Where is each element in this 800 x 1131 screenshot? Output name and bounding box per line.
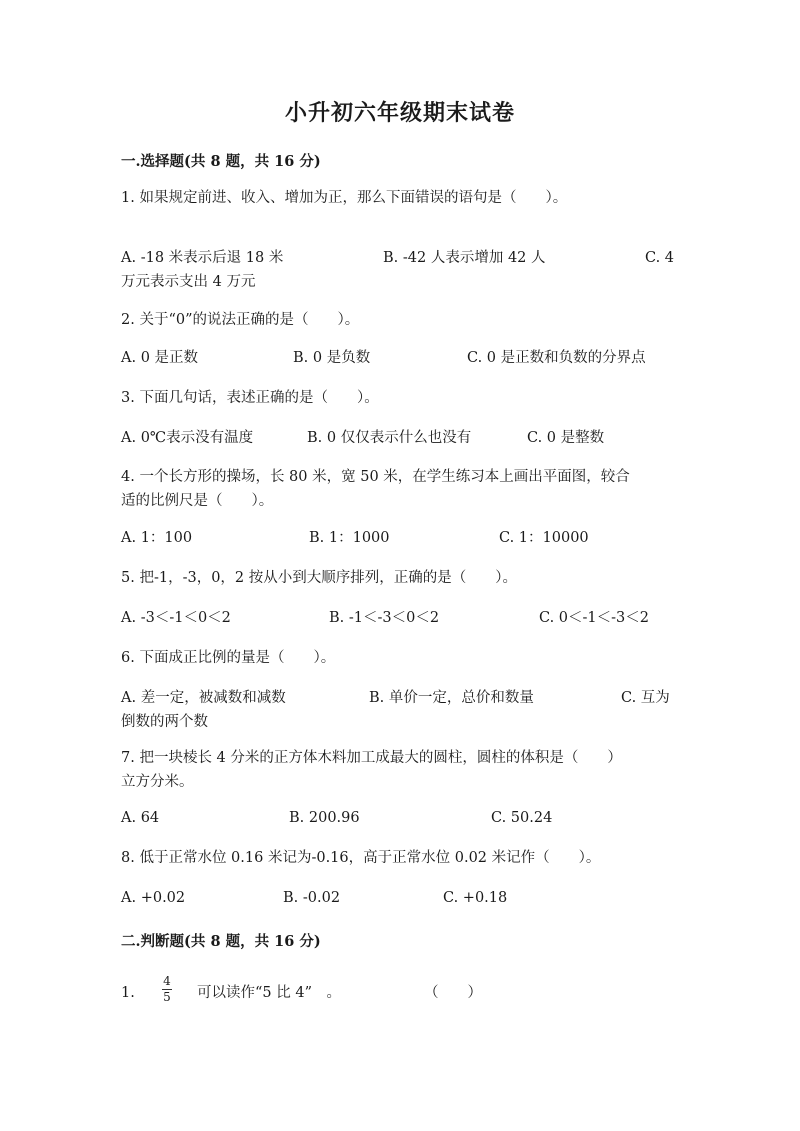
option-c[interactable]: C. +0.18	[443, 890, 508, 906]
fraction-numerator: 4	[163, 974, 171, 988]
option-a[interactable]: A. 64	[121, 810, 160, 826]
judge-number: 1.	[121, 985, 135, 1001]
option-b[interactable]: B. 单价一定，总价和数量	[369, 690, 534, 706]
question-8: 8. 低于正常水位 0.16 米记为-0.16，高于正常水位 0.02 米记作（ ）。	[121, 850, 601, 866]
question-7-line-1: 7. 把一块棱长 4 分米的正方体木料加工成最大的圆柱，圆柱的体积是（ ）	[121, 750, 622, 766]
section-heading-choice: 一.选择题(共 8 题，共 16 分)	[121, 153, 321, 170]
option-c[interactable]: C. 互为	[621, 690, 670, 706]
question-3-options	[121, 426, 681, 450]
option-c[interactable]: C. 0＜-1＜-3＜2	[539, 610, 649, 626]
option-c-continued: 万元表示支出 4 万元	[121, 274, 256, 290]
option-a[interactable]: A. 1：100	[121, 530, 193, 546]
question-2-options	[121, 346, 681, 370]
option-b[interactable]: B. 0 仅仅表示什么也没有	[307, 430, 472, 446]
option-b[interactable]: B. 1：1000	[309, 530, 390, 546]
question-8-options	[121, 886, 681, 910]
section-heading-judge: 二.判断题(共 8 题，共 16 分)	[121, 933, 321, 950]
option-a[interactable]: A. -18 米表示后退 18 米	[121, 250, 284, 266]
option-c[interactable]: C. 0 是正数和负数的分界点	[467, 350, 646, 366]
question-2: 2. 关于“0”的说法正确的是（ ）。	[121, 312, 360, 328]
answer-blank[interactable]: （ ）	[424, 985, 482, 1001]
question-7-options	[121, 806, 681, 830]
question-1: 1. 如果规定前进、收入、增加为正，那么下面错误的语句是（ ）。	[121, 190, 568, 206]
question-4-options	[121, 526, 681, 550]
option-a[interactable]: A. +0.02	[121, 890, 186, 906]
question-3: 3. 下面几句话，表述正确的是（ ）。	[121, 390, 379, 406]
question-7-line-2: 立方分米。	[121, 774, 194, 790]
question-6-options	[121, 686, 681, 710]
option-c[interactable]: C. 0 是整数	[527, 430, 605, 446]
judge-text: 可以读作“5 比 4” 。	[197, 985, 341, 1001]
option-a[interactable]: A. 差一定，被减数和减数	[121, 690, 286, 706]
option-b[interactable]: B. -42 人表示增加 42 人	[383, 250, 546, 266]
option-c-continued: 倒数的两个数	[121, 714, 208, 730]
option-a[interactable]: A. -3＜-1＜0＜2	[121, 610, 231, 626]
option-c[interactable]: C. 4	[645, 250, 675, 266]
page-title: 小升初六年级期末试卷	[284, 100, 515, 126]
option-b[interactable]: B. 0 是负数	[293, 350, 371, 366]
option-b[interactable]: B. -1＜-3＜0＜2	[329, 610, 440, 626]
option-a[interactable]: A. 0 是正数	[121, 350, 199, 366]
option-b[interactable]: B. -0.02	[283, 890, 341, 906]
fraction	[162, 975, 172, 1004]
question-4-line-1: 4. 一个长方形的操场，长 80 米，宽 50 米，在学生练习本上画出平面图，较合	[121, 469, 630, 485]
option-c[interactable]: C. 50.24	[491, 810, 553, 826]
question-4-line-2: 适的比例尺是（ ）。	[121, 493, 274, 509]
fraction-denominator: 5	[163, 990, 171, 1004]
question-5: 5. 把-1，-3，0，2 按从小到大顺序排列，正确的是（ ）。	[121, 570, 518, 586]
option-a[interactable]: A. 0℃表示没有温度	[121, 430, 254, 446]
option-b[interactable]: B. 200.96	[289, 810, 360, 826]
option-c[interactable]: C. 1：10000	[499, 530, 589, 546]
question-1-options	[121, 246, 681, 270]
question-6: 6. 下面成正比例的量是（ ）。	[121, 650, 336, 666]
question-5-options	[121, 606, 681, 630]
